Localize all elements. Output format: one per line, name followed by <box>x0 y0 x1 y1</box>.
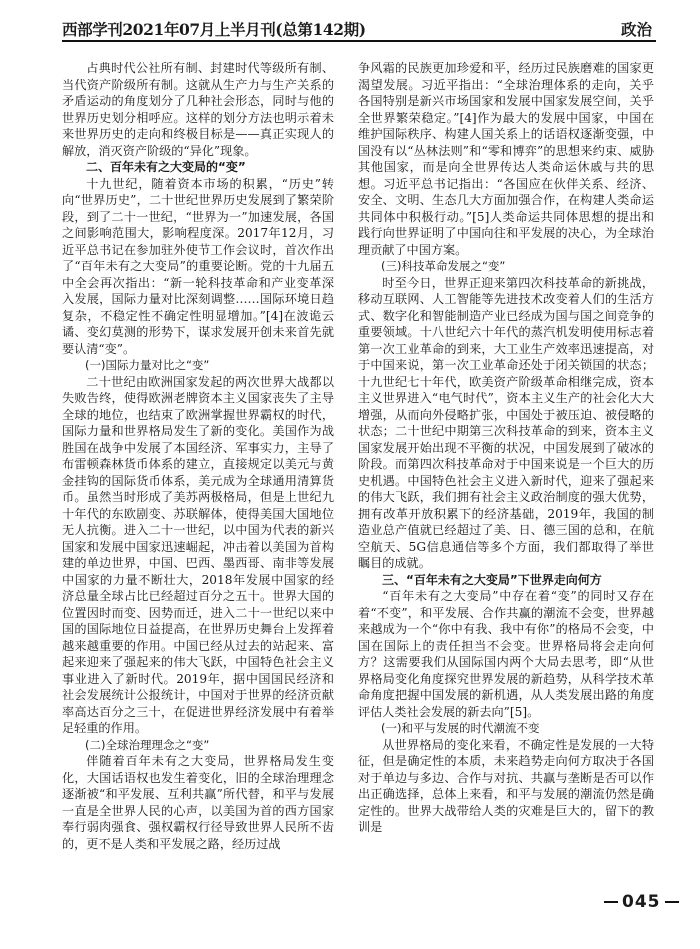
right-column <box>358 60 654 836</box>
header-rule <box>62 40 656 42</box>
body-paragraph: 从世界格局的变化来看，不确定性是发展的一大特征，但是确定性的本质，未来趋势走向何方取决于各国对于单边与多边、合作与对抗、共赢与垄断是否可以作出正确选择，总体上来看，和平与发展的潮流仍然是确定性的。世界大战带给人类的灾难是巨大的，留下的教训是 <box>358 737 654 834</box>
subsection-heading: (一)国际力量对比之“变” <box>85 358 210 372</box>
footer-dash-left <box>604 901 618 903</box>
body-paragraph: 十九世纪，随着资本市场的积累，“历史”转向“世界历史”，二十世纪世界历史发展到了繁荣阶段，到了二十一世纪，“世界为一”加速发展，各国之间影响范围大，影响程度深。2017年12月，习近平总书记在参加驻外使节工作会议时，首次作出了“百年未有之大变局”的重要论断。党的十九届五中全会再次指出：“新一轮科技革命和产业变革深入发展，国际力量对比深刻调整……国际环境日趋复杂，不稳定性不确定性明显增加。”[4]在波诡云谲、变幻莫测的形势下，谋求发展开创未来首先就要认清“变”。 <box>62 176 334 356</box>
body-paragraph: 占典时代公社所有制、封建时代等级所有制、当代资产阶级所有制。这就从生产力与生产关系的矛盾运动的角度划分了几种社会形态，同时与他的世界历史划分相呼应。这样的划分方法也明示着未来世界历史的走向和终极目标是——真正实现人的解放，消灭资产阶级的“异化”现象。 <box>62 61 334 158</box>
subsection-heading: (二)全球治理理念之“变” <box>85 737 210 752</box>
left-column <box>62 60 334 852</box>
page-footer <box>600 892 683 912</box>
journal-issue-title: 西部学刊2021年07月上半月刊(总第142期) <box>62 20 366 39</box>
body-paragraph: 争风霜的民族更加珍爱和平，经历过民族磨难的国家更渴望发展。习近平指出：“全球治理体系的走向，关乎各国特别是新兴市场国家和发展中国家发展空间，关乎全世界繁荣稳定。”[4]作为最大的发展中国家，中国在维护国际秩序、构建人国关系上的话语权逐渐变强，中国没有以“丛林法则”和“零和博弈”的思想来约束、威胁其他国家，而是向全世界传达人类命运休戚与共的思想。习近平总书记指出：“各国应在伙伴关系、经济、安全、文明、生态几大方面加强合作，在构建人类命运共同体中积极行动。”[5]人类命运共同体思想的提出和践行向世界证明了中国向往和平发展的决心，为全球治理贡献了中国方案。 <box>358 61 654 257</box>
subsection-heading: (一)和平与发展的时代潮流不变 <box>381 721 540 735</box>
body-paragraph: “百年未有之大变局”中存在着“变”的同时又存在着“不变”，和平发展、合作共赢的潮流不会变，世界越来越成为一个“你中有我、我中有你”的格局不会变，中国在国际上的责任担当不会变。世界格局将会走向何方？这需要我们从国际国内两个大局去思考，即“从世界格局变化角度探究世界发展的新趋势，从科学技术革命角度把握中国发展的新机遇，从人类发展出路的角度评估人类社会发展的新去向”[5]。 <box>358 589 654 719</box>
subsection-heading: (三)科技革命发展之“变” <box>381 259 506 273</box>
body-paragraph: 时至今日，世界正迎来第四次科技革命的新挑战，移动互联网、人工智能等先进技术改变着人们的生活方式、数字化和智能制造产业已经成为国与国之间竞争的重要领域。十八世纪六十年代的蒸汽机发明使用标志着第一次工业革命的到来，大工业生产效率迅速提高，对于中国来说，第一次工业革命还处于闭关锁国的状态；十九世纪七十年代，欧美资产阶级革命相继完成，资本主义世界进入“电气时代”，资本主义生产的社会化大大增强，从而向外侵略扩张，中国处于被压迫、被侵略的状态；二十世纪中期第三次科技革命的到来，资本主义国家发展开始出现不平衡的状况，中国发展到了破冰的阶段。而第四次科技革命对于中国来说是一个巨大的历史机遇。中国特色社会主义进入新时代，迎来了强起来的伟大飞跃，我们拥有社会主义政治制度的强大优势，拥有改革开放积累下的经济基础，2019年，我国的制造业总产值就已经超过了美、日、德三国的总和，在航空航天、5G信息通信等多个方面，我们都取得了举世瞩目的成就。 <box>358 275 654 570</box>
section-heading: 三、“百年未有之大变局”下世界走向何方 <box>382 572 602 587</box>
body-paragraph: 伴随着百年未有之大变局，世界格局发生变化，大国话语权也发生着变化，旧的全球治理理念逐渐被“和平发展、互利共赢”所代替，和平与发展一直是全世界人民的心声，以美国为首的西方国家奉行弱肉强食、强权霸权行径导致世界人民所不齿的，更不是人类和平发展之路，经历过战 <box>62 754 334 851</box>
footer-dash-right <box>665 901 679 903</box>
section-heading: 二、百年未有之大变局的“变” <box>86 160 246 174</box>
page-number: 045 <box>622 892 661 912</box>
body-paragraph: 二十世纪由欧洲国家发起的两次世界大战都以失败告终，使得欧洲老牌资本主义国家丧失了主导全球的地位，也结束了欧洲掌握世界霸权的时代，国际力量和世界格局发生了新的变化。美国作为战胜国在战争中发展了本国经济、军事实力，主导了布雷顿森林货币体系的建立，直接规定以美元与黄金挂钩的国际货币体系，美元成为全球通用清算货币。虽然当时形成了美苏两极格局，但是上世纪九十年代的东欧剧变、苏联解体，使得美国大国地位无人抗衡。进入二十一世纪，以中国为代表的新兴国家和发展中国家迅速崛起，冲击着以美国为首构建的单边世界，中国、巴西、墨西哥、南非等发展中国家的力量不断壮大，2018年发展中国家的经济总量全球占比已经超过百分之五十。世界大国的位置因时而变、因势而迁，进入二十一世纪以来中国的国际地位日益提高，在世界历史舞台上发挥着越来越重要的作用。中国已经从过去的站起来、富起来迎来了强起来的伟大飞跃，中国特色社会主义事业进入了新时代。2019年，据中国国民经济和社会发展统计公报统计，中国对于世界的经济贡献率高达百分之三十，在促进世界经济发展中有着举足轻重的作用。 <box>62 374 334 735</box>
page-header <box>62 16 656 42</box>
section-label: 政治 <box>620 20 652 39</box>
